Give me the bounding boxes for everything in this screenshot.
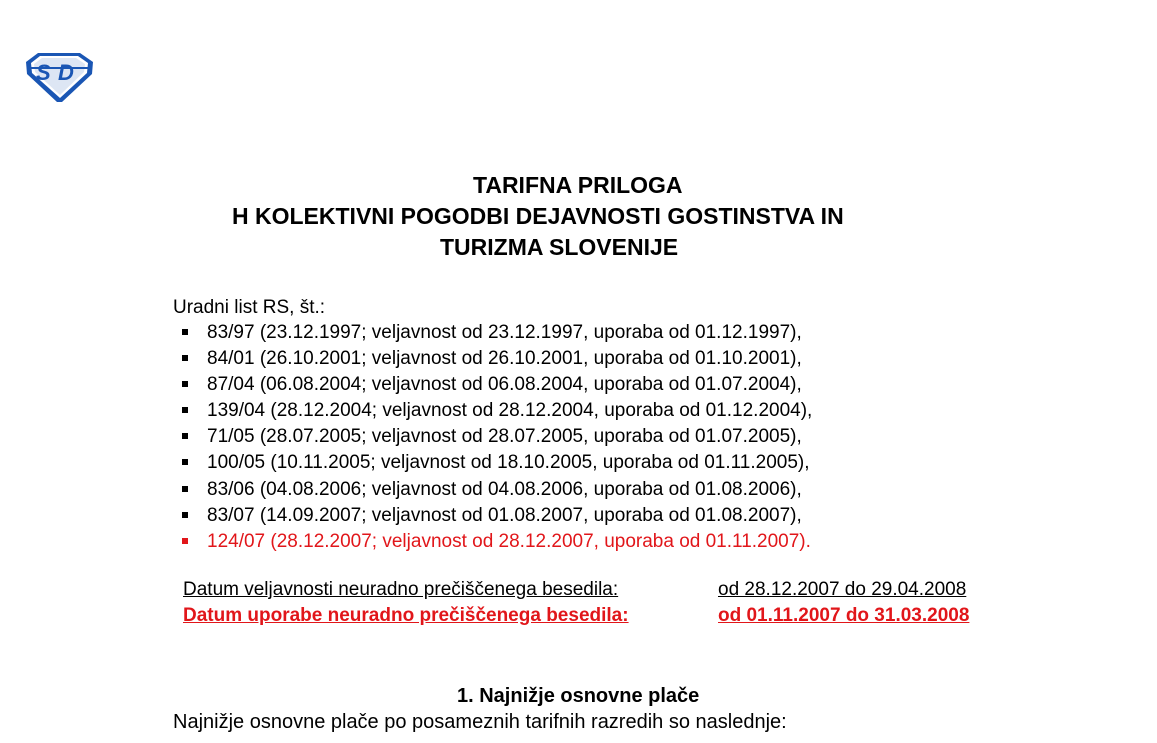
list-item bbox=[182, 320, 812, 346]
list-item bbox=[182, 346, 812, 372]
bullet-square-icon bbox=[182, 407, 188, 413]
list-item-text: 83/07 (14.09.2007; veljavnost od 01.08.2007, uporaba od 01.08.2007), bbox=[207, 504, 802, 526]
organization-logo bbox=[22, 50, 96, 104]
use-date-row bbox=[183, 603, 970, 629]
bullet-square-icon bbox=[182, 486, 188, 492]
gazette-heading: Uradni list RS, št.: bbox=[173, 297, 326, 318]
validity-date-label: Datum veljavnosti neuradno prečiščenega besedila: bbox=[183, 579, 619, 600]
use-date-label: Datum uporabe neuradno prečiščenega besedila: bbox=[183, 605, 629, 626]
list-item-latest bbox=[182, 529, 812, 555]
logo-shield-icon bbox=[22, 50, 96, 104]
bullet-square-icon bbox=[182, 355, 188, 361]
title-line-1: TARIFNA PRILOGA bbox=[473, 172, 683, 198]
bullet-square-icon bbox=[182, 512, 188, 518]
list-item-text: 83/97 (23.12.1997; veljavnost od 23.12.1997, uporaba od 01.12.1997), bbox=[207, 322, 802, 343]
title-line-2: H KOLEKTIVNI POGODBI DEJAVNOSTI GOSTINSTVA IN bbox=[232, 203, 844, 229]
bullet-square-icon bbox=[182, 329, 188, 335]
list-item bbox=[182, 503, 812, 529]
list-item bbox=[182, 398, 812, 424]
validity-date-value: od 28.12.2007 do 29.04.2008 bbox=[718, 579, 967, 600]
bullet-square-icon bbox=[182, 538, 188, 544]
list-item bbox=[182, 450, 812, 476]
section-heading: 1. Najnižje osnovne plače bbox=[457, 685, 700, 707]
use-date-value: od 01.11.2007 do 31.03.2008 bbox=[718, 605, 970, 626]
validity-date-row bbox=[183, 577, 967, 603]
bullet-square-icon bbox=[182, 459, 188, 465]
svg-text:S: S bbox=[36, 60, 51, 85]
list-item-text: 84/01 (26.10.2001; veljavnost od 26.10.2001, uporaba od 01.10.2001), bbox=[207, 348, 802, 370]
bullet-square-icon bbox=[182, 433, 188, 439]
list-item-text: 83/06 (04.08.2006; veljavnost od 04.08.2006, uporaba od 01.08.2006), bbox=[207, 478, 802, 500]
title-line-3: TURIZMA SLOVENIJE bbox=[440, 234, 679, 260]
bullet-square-icon bbox=[182, 381, 188, 387]
list-item bbox=[182, 372, 812, 398]
list-item-text: 71/05 (28.07.2005; veljavnost od 28.07.2005, uporaba od 01.07.2005), bbox=[207, 426, 802, 448]
gazette-list bbox=[182, 320, 812, 555]
list-item-text: 100/05 (10.11.2005; veljavnost od 18.10.2005, uporaba od 01.11.2005), bbox=[207, 452, 810, 474]
section-paragraph: Najnižje osnovne plače po posameznih tarifnih razredih so naslednje: bbox=[173, 711, 787, 733]
list-item-text: 87/04 (06.08.2004; veljavnost od 06.08.2004, uporaba od 01.07.2004), bbox=[207, 374, 802, 396]
list-item bbox=[182, 424, 812, 450]
svg-text:D: D bbox=[58, 60, 74, 85]
list-item bbox=[182, 477, 812, 503]
list-item-text: 124/07 (28.12.2007; veljavnost od 28.12.2007, uporaba od 01.11.2007). bbox=[207, 530, 811, 552]
list-item-text: 139/04 (28.12.2004; veljavnost od 28.12.2004, uporaba od 01.12.2004), bbox=[207, 400, 813, 422]
